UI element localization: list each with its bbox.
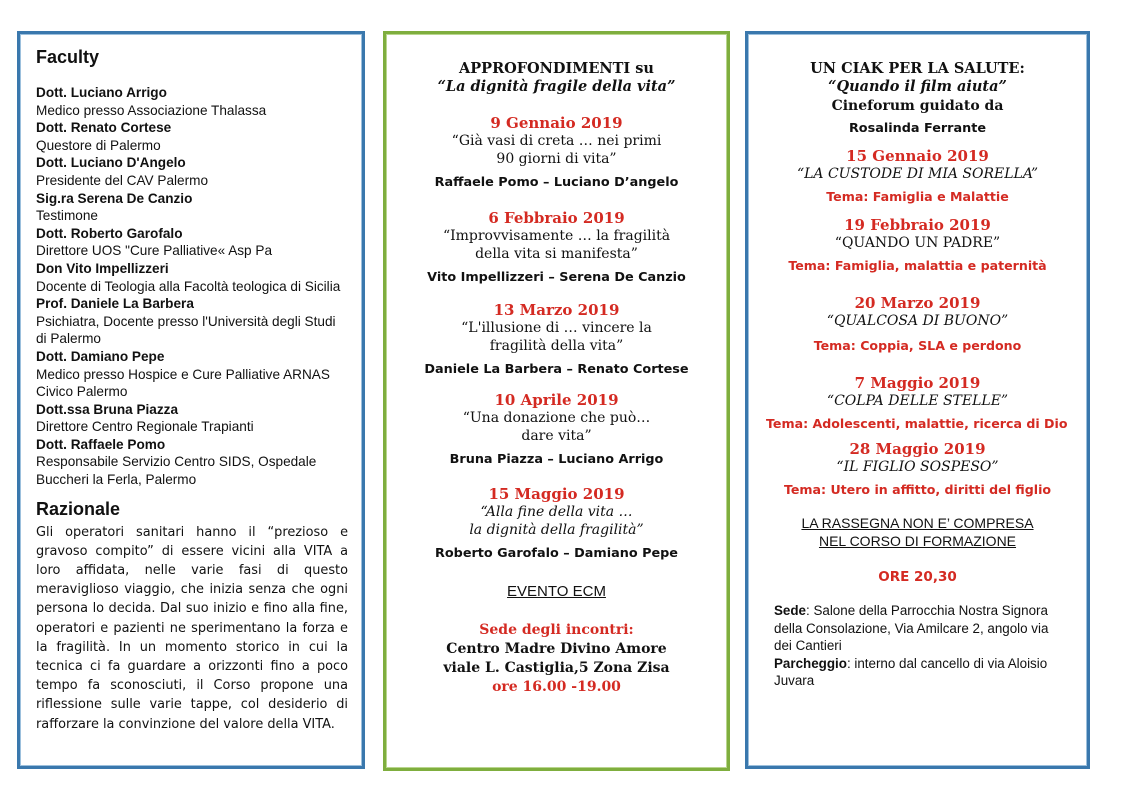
- faculty-role: Psichiatra, Docente presso l'Università degli Studi di Palermo: [36, 313, 336, 347]
- event-item: [406, 209, 707, 287]
- faculty-member: [36, 401, 348, 436]
- approfondimenti-heading: APPROFONDIMENTI su: [459, 60, 654, 77]
- sede-incontri-line: viale L. Castiglia,5 Zona Zisa: [443, 660, 670, 676]
- event-speakers: Raffaele Pomo – Luciano D’angelo: [434, 175, 679, 190]
- faculty-member: [36, 119, 348, 154]
- event-title-line: “Alla fine della vita …: [480, 504, 633, 520]
- faculty-name: Dott. Damiano Pepe: [36, 348, 165, 364]
- event-date: 9 Gennaio 2019: [490, 114, 623, 132]
- cineforum-guide-name: Rosalinda Ferrante: [848, 121, 987, 136]
- sede-label: Sede: [774, 603, 807, 618]
- faculty-member: [36, 154, 348, 189]
- faculty-member: [36, 436, 348, 489]
- faculty-role: Docente di Teologia alla Facoltà teologica di Sicilia: [36, 278, 341, 294]
- event-speakers: Vito Impellizzeri – Serena De Canzio: [427, 270, 686, 285]
- faculty-name: Dott. Raffaele Pomo: [36, 436, 166, 452]
- faculty-name: Dott. Luciano D'Angelo: [36, 155, 186, 171]
- sede-incontri-label: Sede degli incontri:: [479, 622, 634, 638]
- event-title-line: la dignità della fragilità”: [469, 522, 644, 538]
- cineforum-panel: [745, 31, 1090, 769]
- film-title: “QUANDO UN PADRE”: [834, 235, 1001, 251]
- event-title-line: dare vita”: [521, 428, 592, 444]
- event-speakers: Roberto Garofalo – Damiano Pepe: [435, 546, 678, 561]
- faculty-name: Dott. Roberto Garofalo: [36, 225, 183, 241]
- film-item: [766, 147, 1069, 207]
- event-title-line: “Improvvisamente … la fragilità: [442, 228, 671, 244]
- film-tema: Tema: Adolescenti, malattie, ricerca di Dio: [766, 416, 1068, 431]
- faculty-name: Dott. Renato Cortese: [36, 120, 172, 136]
- cineforum-subheading: “Quando il film aiuta”: [828, 78, 1007, 95]
- film-title: “COLPA DELLE STELLE”: [826, 393, 1009, 409]
- event-speakers: Bruna Piazza – Luciano Arrigo: [449, 452, 664, 467]
- faculty-role: Questore di Palermo: [36, 137, 161, 153]
- faculty-list: [36, 84, 348, 489]
- event-title-line: fragilità della vita”: [489, 338, 624, 354]
- razionale-heading: Razionale: [36, 498, 121, 519]
- sede-text: : Salone della Parrocchia Nostra Signora della Consolazione, Via Amilcare 2, angolo via dei Cantieri: [774, 603, 1049, 653]
- event-title-line: 90 giorni di vita”: [496, 151, 617, 167]
- event-title-line: della vita si manifesta”: [475, 246, 638, 262]
- event-title-line: “L'illusione di … vincere la: [461, 320, 652, 336]
- faculty-name: Dott. Luciano Arrigo: [36, 85, 167, 100]
- evento-ecm-label: EVENTO ECM: [507, 583, 606, 600]
- film-date: 19 Febbraio 2019: [844, 216, 991, 234]
- faculty-role: Responsabile Servizio Centro SIDS, Ospedale Buccheri la Ferla, Palermo: [36, 454, 317, 488]
- film-title: “QUALCOSA DI BUONO”: [826, 313, 1009, 329]
- film-tema: Tema: Coppia, SLA e perdono: [813, 338, 1022, 353]
- faculty-role: Presidente del CAV Palermo: [36, 172, 209, 188]
- film-tema: Tema: Famiglia e Malattie: [826, 189, 1009, 204]
- faculty-role: Direttore Centro Regionale Trapianti: [36, 419, 254, 435]
- cineforum-parcheggio: [766, 655, 1069, 690]
- film-date: 15 Gennaio 2019: [846, 147, 989, 165]
- faculty-member: [36, 190, 348, 225]
- faculty-name: Sig.ra Serena De Canzio: [36, 190, 193, 206]
- faculty-name: Don Vito Impellizzeri: [36, 260, 169, 276]
- faculty-member: [36, 84, 348, 119]
- faculty-role: Medico presso Hospice e Cure Palliative ARNAS Civico Palermo: [36, 366, 330, 400]
- film-title: “IL FIGLIO SOSPESO”: [836, 459, 999, 475]
- event-speakers: Daniele La Barbera – Renato Cortese: [424, 362, 689, 377]
- faculty-name: Dott.ssa Bruna Piazza: [36, 401, 179, 417]
- parcheggio-text: : interno dal cancello di via Aloisio Juvara: [774, 655, 1048, 688]
- film-item: [766, 294, 1069, 356]
- event-title-line: “Già vasi di creta … nei primi: [451, 133, 662, 149]
- event-date: 6 Febbraio 2019: [488, 209, 625, 227]
- event-date: 13 Marzo 2019: [493, 301, 620, 319]
- event-date: 15 Maggio 2019: [488, 485, 625, 503]
- faculty-member: [36, 225, 348, 260]
- faculty-role: Medico presso Associazione Thalassa: [36, 102, 267, 118]
- film-date: 28 Maggio 2019: [849, 440, 986, 458]
- faculty-member: [36, 348, 348, 401]
- cineforum-sede: [766, 602, 1069, 655]
- event-item: [406, 301, 707, 379]
- faculty-role: Testimone: [36, 208, 98, 224]
- faculty-heading: Faculty: [36, 47, 100, 67]
- film-title: “LA CUSTODE DI MIA SORELLA”: [796, 166, 1039, 182]
- event-item: [406, 114, 707, 192]
- event-title-line: “Una donazione che può…: [462, 410, 651, 426]
- approfondimenti-panel: [383, 31, 730, 771]
- orario-incontri: ore 16.00 -19.00: [492, 679, 621, 695]
- cineforum-orario: ORE 20,30: [878, 569, 957, 585]
- film-tema: Tema: Utero in affitto, diritti del figlio: [783, 482, 1052, 497]
- faculty-member: [36, 260, 348, 295]
- rassegna-notice-line: LA RASSEGNA NON E’ COMPRESA: [801, 515, 1034, 531]
- faculty-role: Direttore UOS "Cure Palliative« Asp Pa: [36, 243, 273, 259]
- event-date: 10 Aprile 2019: [494, 391, 619, 409]
- approfondimenti-subheading: “La dignità fragile della vita”: [437, 78, 676, 95]
- film-date: 20 Marzo 2019: [854, 294, 981, 312]
- faculty-member: [36, 295, 348, 348]
- faculty-name: Prof. Daniele La Barbera: [36, 296, 194, 312]
- film-tema: Tema: Famiglia, malattia e paternità: [788, 258, 1047, 273]
- event-item: [406, 485, 707, 563]
- rassegna-notice-line: NEL CORSO DI FORMAZIONE: [818, 533, 1017, 549]
- film-item: [766, 374, 1069, 434]
- cineforum-heading: UN CIAK PER LA SALUTE:: [810, 60, 1025, 77]
- cineforum-guide-line: Cineforum guidato da: [831, 98, 1004, 114]
- razionale-text: Gli operatori sanitari hanno il “prezioso e gravoso compito” di essere vicini alla VITA a loro affidata, nelle varie fasi di questo meraviglioso viaggio, che inizia senza che ogni persona lo decida. Dal suo inizio e fino alla fine, operatori e pazienti ne sperimentano la forza e la fragilità. In un momento storico in cui la tecnica ci fa guardare a orizzonti fino a poco tempo fa sconosciuti, il Corso propone una riflessione sulle varie tappe, col desiderio di rafforzare la convinzione del valore della VITA.: [36, 524, 348, 732]
- parcheggio-label: Parcheggio: [774, 655, 847, 671]
- faculty-panel: [17, 31, 365, 769]
- film-date: 7 Maggio 2019: [854, 374, 981, 392]
- event-item: [406, 391, 707, 469]
- sede-incontri-line: Centro Madre Divino Amore: [446, 641, 667, 657]
- film-item: [766, 216, 1069, 276]
- film-item: [766, 440, 1069, 500]
